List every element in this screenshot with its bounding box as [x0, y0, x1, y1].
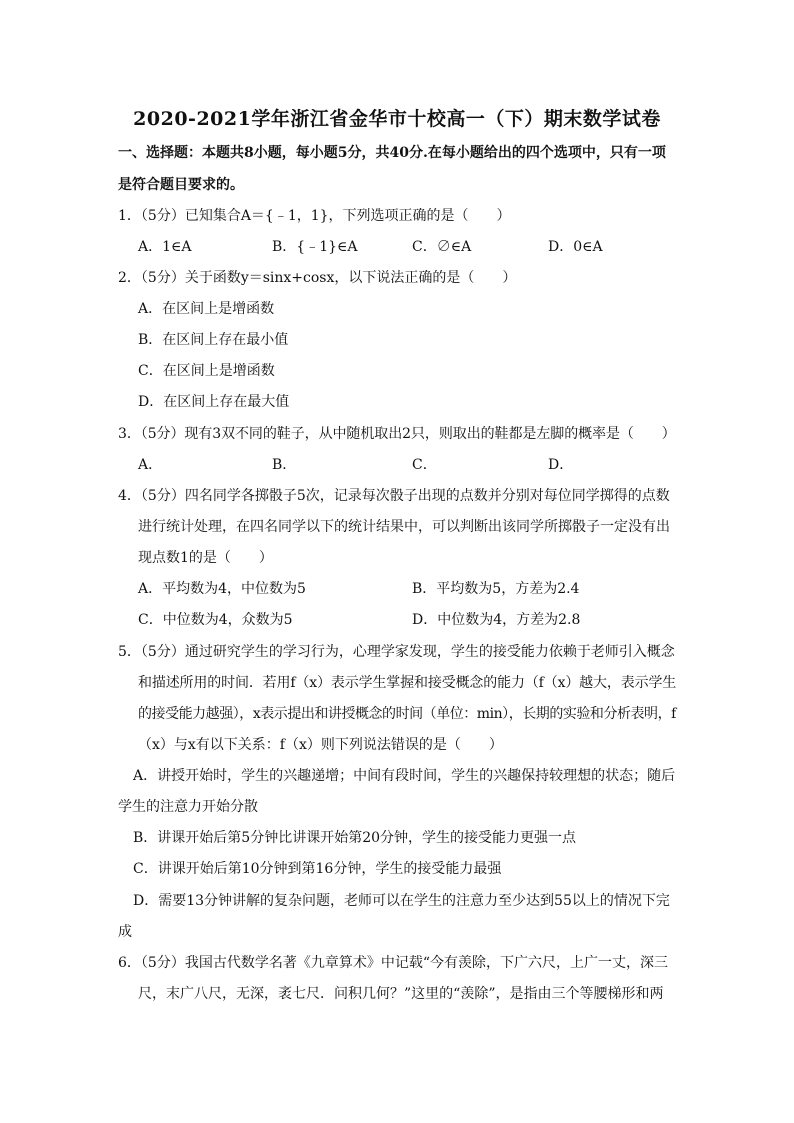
question-4-stem-line-2: 进行统计处理，在四名同学以下的统计结果中，可以判断出该同学所掷骰子一定没有出	[138, 519, 670, 535]
question-2-option-a: A．在区间上是增函数	[138, 301, 275, 317]
question-4-option-c: C．中位数为4，众数为5	[138, 612, 293, 628]
question-4-option-a: A．平均数为4，中位数为5	[138, 581, 306, 597]
question-5-option-c: C．讲课开始后第10分钟到第16分钟，学生的接受能力最强	[133, 861, 502, 877]
question-1-option-c: C．∅∈A	[412, 239, 472, 255]
question-6-stem-line-1: 6．（5分）我国古代数学名著《九章算术》中记载“今有羡除，下广六尺，上广一丈，深三	[118, 955, 668, 971]
question-5-option-a-line-1: A．讲授开始时，学生的兴趣递增；中间有段时间，学生的兴趣保持较理想的状态；随后	[133, 768, 676, 784]
question-1-option-d: D．0∈A	[548, 239, 603, 255]
question-5-stem-line-1: 5．（5分）通过研究学生的学习行为，心理学家发现，学生的接受能力依赖于老师引入概念	[118, 644, 675, 660]
question-4-stem-line-3: 现点数1的是（ ）	[138, 550, 273, 566]
question-2-stem: 2．（5分）关于函数y＝sinx+cosx，以下说法正确的是（ ）	[118, 270, 517, 286]
question-5-option-b: B．讲课开始后第5分钟比讲课开始第20分钟，学生的接受能力更强一点	[133, 830, 577, 846]
page-title: 2020-2021学年浙江省金华市十校高一（下）期末数学试卷	[133, 108, 661, 130]
question-3-option-a: A．	[138, 457, 163, 473]
question-5-stem-line-2: 和描述所用的时间．若用f（x）表示学生掌握和接受概念的能力（f（x）越大，表示学生	[138, 675, 677, 691]
question-4-option-b: B．平均数为5，方差为2.4	[412, 581, 580, 597]
question-2-option-b: B．在区间上存在最小值	[138, 332, 289, 348]
question-3-option-d: D．	[548, 457, 574, 473]
question-4-stem-line-1: 4．（5分）四名同学各掷骰子5次，记录每次骰子出现的点数并分别对每位同学掷得的点数	[118, 488, 670, 504]
question-2-option-c: C．在区间上是增函数	[138, 363, 275, 379]
question-1-stem: 1．（5分）已知集合A＝{﹣1，1}，下列选项正确的是（ ）	[118, 208, 511, 224]
question-5-option-a-line-2: 学生的注意力开始分散	[118, 799, 258, 815]
question-3-option-c: C．	[412, 457, 437, 473]
question-5-stem-line-3: 的接受能力越强），x表示提出和讲授概念的时间（单位：min），长期的实验和分析表明，f	[138, 706, 676, 722]
question-1-option-a: A．1∈A	[138, 239, 192, 255]
section-heading-line-1: 一、选择题：本题共8小题，每小题5分，共40分.在每小题给出的四个选项中，只有一项	[118, 145, 666, 161]
section-heading-line-2: 是符合题目要求的。	[118, 177, 244, 193]
question-3-stem: 3．（5分）现有3双不同的鞋子，从中随机取出2只，则取出的鞋都是左脚的概率是（ ）	[118, 426, 676, 442]
question-3-option-b: B．	[272, 457, 297, 473]
question-4-option-d: D．中位数为4，方差为2.8	[412, 612, 581, 628]
question-5-option-d-line-1: D．需要13分钟讲解的复杂问题，老师可以在学生的注意力至少达到55以上的情况下完	[133, 893, 670, 909]
question-5-option-d-line-2: 成	[118, 924, 132, 940]
question-6-stem-line-2: 尺，末广八尺，无深，袤七尺．问积几何？”这里的“羡除”，是指由三个等腰梯形和两	[138, 986, 664, 1002]
question-2-option-d: D．在区间上存在最大值	[138, 394, 290, 410]
question-1-option-b: B．{﹣1}∈A	[272, 239, 358, 255]
question-5-stem-line-4: （x）与x有以下关系：f（x）则下列说法错误的是（ ）	[138, 737, 503, 753]
